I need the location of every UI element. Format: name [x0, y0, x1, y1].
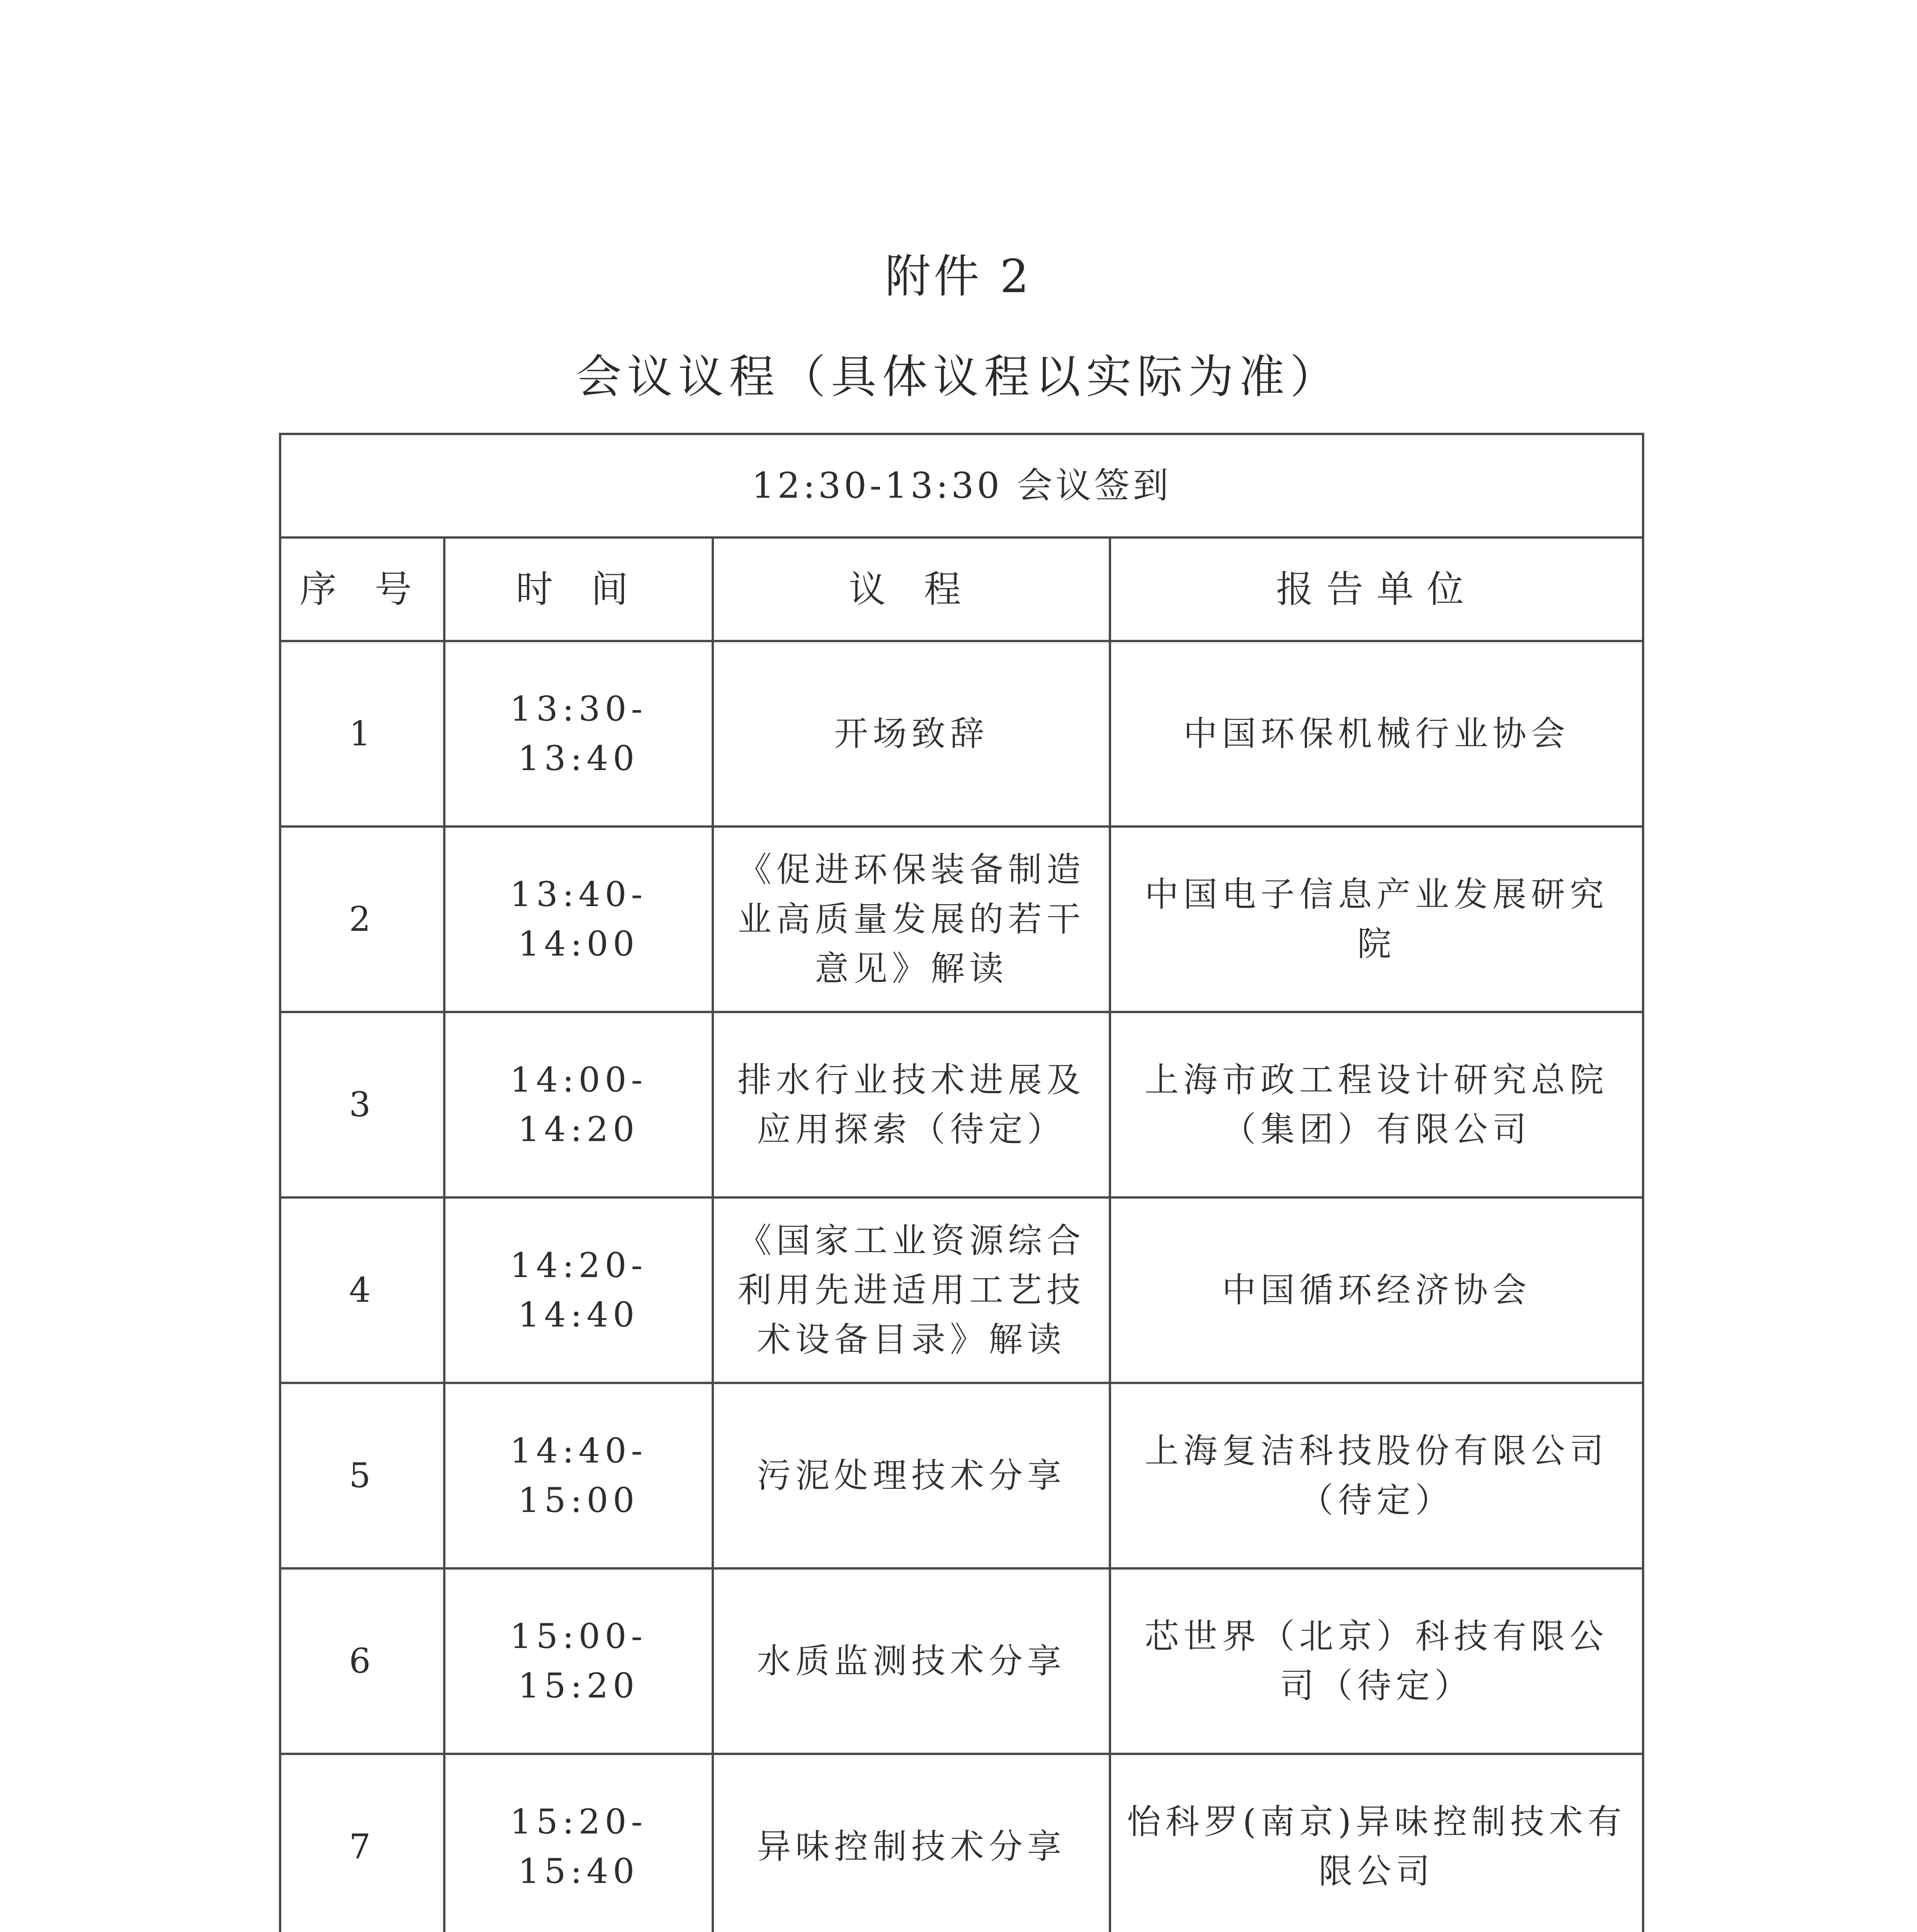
- row-no: 3: [280, 1012, 444, 1197]
- row-no: 4: [280, 1197, 444, 1383]
- table-row: [280, 1383, 1643, 1568]
- table-row: [280, 641, 1643, 827]
- row-agenda: 水质监测技术分享: [713, 1568, 1110, 1754]
- table-row: [280, 1754, 1643, 1932]
- row-time: 15:20-15:40: [444, 1754, 713, 1932]
- signin-cell: 12:30-13:30 会议签到: [280, 434, 1643, 537]
- row-time: 14:40-15:00: [444, 1383, 713, 1568]
- row-unit: 上海市政工程设计研究总院（集团）有限公司: [1110, 1012, 1643, 1197]
- attachment-label: 附件 2: [885, 250, 1032, 303]
- row-time: 14:00-14:20: [444, 1012, 713, 1197]
- agenda-table: [279, 433, 1644, 1932]
- row-time: 13:30-13:40: [444, 641, 713, 827]
- row-no: 7: [280, 1754, 444, 1932]
- row-no: 6: [280, 1568, 444, 1754]
- header-row: [280, 537, 1643, 641]
- header-time: 时 间: [444, 537, 713, 641]
- table-row: [280, 827, 1643, 1012]
- table-row: [280, 1568, 1643, 1754]
- page-title: 会议议程（具体议程以实际为准）: [576, 350, 1341, 403]
- row-time: 13:40-14:00: [444, 827, 713, 1012]
- signin-row: [280, 434, 1643, 537]
- row-unit: 怡科罗(南京)异味控制技术有限公司: [1110, 1754, 1643, 1932]
- row-no: 1: [280, 641, 444, 827]
- row-agenda: 排水行业技术进展及应用探索（待定）: [713, 1012, 1110, 1197]
- row-agenda: 开场致辞: [713, 641, 1110, 827]
- row-agenda: 《促进环保装备制造业高质量发展的若干意见》解读: [713, 827, 1110, 1012]
- row-time: 15:00-15:20: [444, 1568, 713, 1754]
- row-agenda: 污泥处理技术分享: [713, 1383, 1110, 1568]
- row-unit: 中国循环经济协会: [1110, 1197, 1643, 1383]
- row-unit: 中国电子信息产业发展研究院: [1110, 827, 1643, 1012]
- row-time: 14:20-14:40: [444, 1197, 713, 1383]
- row-no: 2: [280, 827, 444, 1012]
- table-row: [280, 1012, 1643, 1197]
- header-no: 序 号: [280, 537, 444, 641]
- header-agenda: 议 程: [713, 537, 1110, 641]
- row-agenda: 异味控制技术分享: [713, 1754, 1110, 1932]
- row-unit: 中国环保机械行业协会: [1110, 641, 1643, 827]
- row-unit: 芯世界（北京）科技有限公司（待定）: [1110, 1568, 1643, 1754]
- row-unit: 上海复洁科技股份有限公司（待定）: [1110, 1383, 1643, 1568]
- row-agenda: 《国家工业资源综合利用先进适用工艺技术设备目录》解读: [713, 1197, 1110, 1383]
- table-row: [280, 1197, 1643, 1383]
- row-no: 5: [280, 1383, 444, 1568]
- header-unit: 报告单位: [1110, 537, 1643, 641]
